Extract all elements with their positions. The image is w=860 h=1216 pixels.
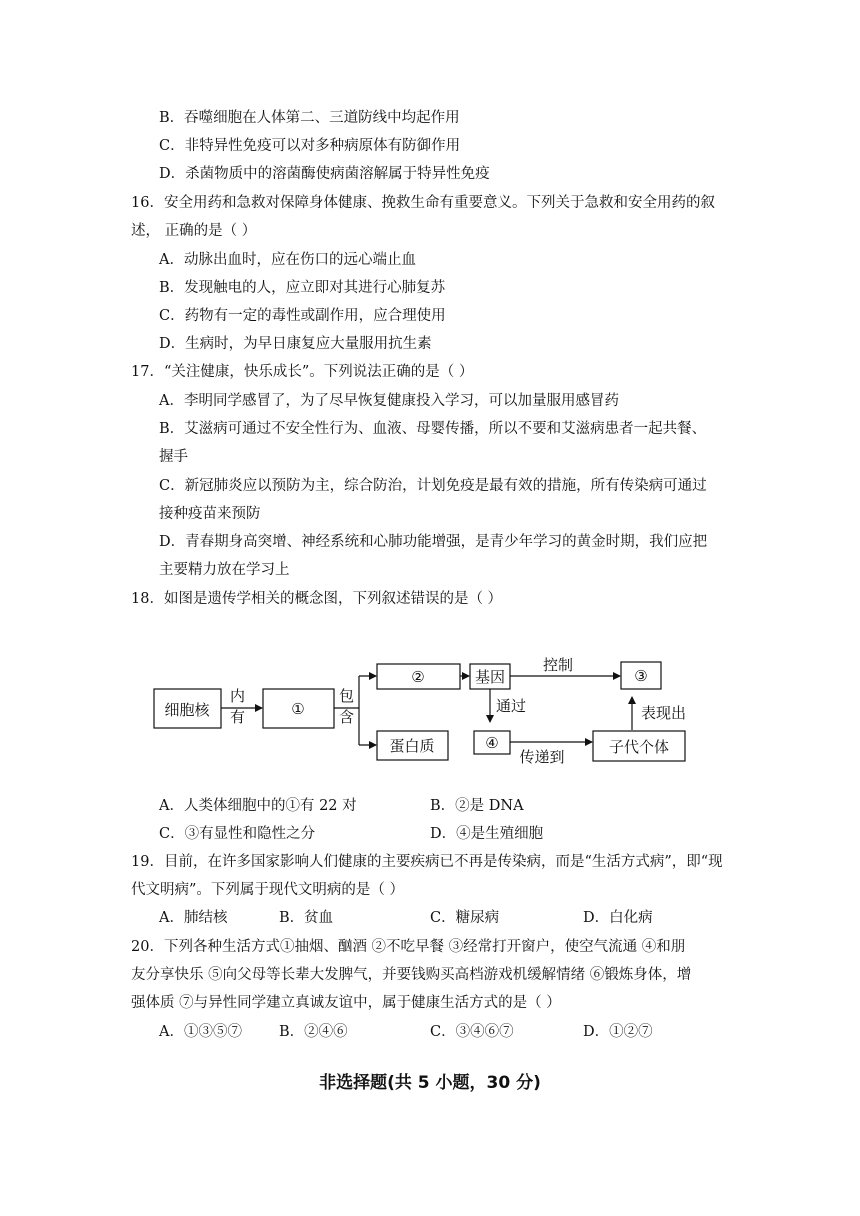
q18-option-b: B．②是 DNA: [430, 798, 524, 814]
label-passed-to: 传递到: [519, 748, 565, 766]
q16-stem-line1: 16．安全用药和急救对保障身体健康、挽救生命有重要意义。下列关于急救和安全用药的叙: [131, 195, 715, 211]
q17-option-b-line2: 握手: [159, 449, 188, 465]
q15-option-b: B．吞噬细胞在人体第二、三道防线中均起作用: [159, 110, 460, 126]
q20-option-c: C．③④⑥⑦: [430, 1024, 514, 1040]
label-has-1: 内: [230, 687, 246, 705]
label-box-1: ①: [291, 700, 305, 718]
q16-option-a: A．动脉出血时，应在伤口的远心端止血: [159, 252, 416, 268]
q20-option-d: D．①②⑦: [583, 1024, 653, 1040]
q17-option-c-line2: 接种疫苗来预防: [159, 506, 261, 522]
q15-option-d: D．杀菌物质中的溶菌酶使病菌溶解属于特异性免疫: [159, 166, 490, 182]
q20-stem-line3: 强体质 ⑦与异性同学建立真诚友谊中，属于健康生活方式的是（ ）: [131, 995, 561, 1011]
q16-option-d: D．生病时，为早日康复应大量服用抗生素: [159, 336, 432, 352]
q19-stem-line2: 代文明病”。下列属于现代文明病的是（ ）: [131, 882, 405, 898]
q18-stem: 18．如图是遗传学相关的概念图，下列叙述错误的是（ ）: [131, 591, 503, 607]
q20-option-a: A．①③⑤⑦: [159, 1024, 242, 1040]
label-through: 通过: [496, 697, 527, 715]
q17-option-a: A．李明同学感冒了，为了尽早恢复健康投入学习，可以加量服用感冒药: [159, 393, 619, 409]
label-contains-2: 含: [339, 708, 355, 726]
q16-stem-line2: 述， 正确的是（ ）: [131, 223, 257, 239]
label-box-4: ④: [485, 734, 499, 752]
q18-option-a: A．人类体细胞中的①有 22 对: [159, 798, 357, 814]
q16-option-b: B．发现触电的人，应立即对其进行心肺复苏: [159, 280, 446, 296]
q19-option-d: D．白化病: [583, 910, 653, 926]
q19-option-b: B．贫血: [279, 910, 334, 926]
q19-stem-line1: 19．目前，在许多国家影响人们健康的主要疾病已不再是传染病，而是“生活方式病”，即“现: [131, 854, 723, 870]
label-nucleus: 细胞核: [164, 701, 210, 719]
q20-stem-line2: 友分享快乐 ⑤向父母等长辈大发脾气，并要钱购买高档游戏机缓解情绪 ⑥锻炼身体，增: [131, 967, 692, 983]
label-has-2: 有: [230, 708, 246, 726]
q17-stem: 17．“关注健康，快乐成长”。下列说法正确的是（ ）: [131, 364, 474, 380]
q19-option-a: A．肺结核: [159, 910, 228, 926]
label-box-3: ③: [634, 667, 648, 685]
section-title: 非选择题(共 5 小题，30 分): [319, 1073, 541, 1093]
q20-stem-line1: 20．下列各种生活方式①抽烟、酗酒 ②不吃早餐 ③经常打开窗户，使空气流通 ④和朋: [131, 939, 686, 955]
q17-option-c-line1: C．新冠肺炎应以预防为主，综合防治，计划免疫是最有效的措施，所有传染病可通过: [159, 478, 707, 494]
q20-option-b: B．②④⑥: [279, 1024, 348, 1040]
label-protein: 蛋白质: [389, 737, 435, 755]
q18-option-d: D．④是生殖细胞: [430, 826, 544, 842]
q19-option-c: C．糖尿病: [430, 910, 500, 926]
label-offspring: 子代个体: [608, 738, 670, 756]
label-gene: 基因: [474, 668, 506, 686]
q17-option-b-line1: B．艾滋病可通过不安全性行为、血液、母婴传播，所以不要和艾滋病患者一起共餐、: [159, 421, 707, 437]
q17-option-d-line1: D．青春期身高突增、神经系统和心肺功能增强，是青少年学习的黄金时期，我们应把: [159, 534, 708, 550]
label-contains-1: 包: [339, 687, 355, 705]
q15-option-c: C．非特异性免疫可以对多种病原体有防御作用: [159, 138, 461, 154]
q17-option-d-line2: 主要精力放在学习上: [159, 562, 290, 578]
label-control: 控制: [542, 656, 574, 674]
label-expressed: 表现出: [641, 704, 687, 722]
label-box-2: ②: [411, 668, 425, 686]
q16-option-c: C．药物有一定的毒性或副作用，应合理使用: [159, 308, 446, 324]
q18-option-c: C．③有显性和隐性之分: [159, 826, 316, 842]
